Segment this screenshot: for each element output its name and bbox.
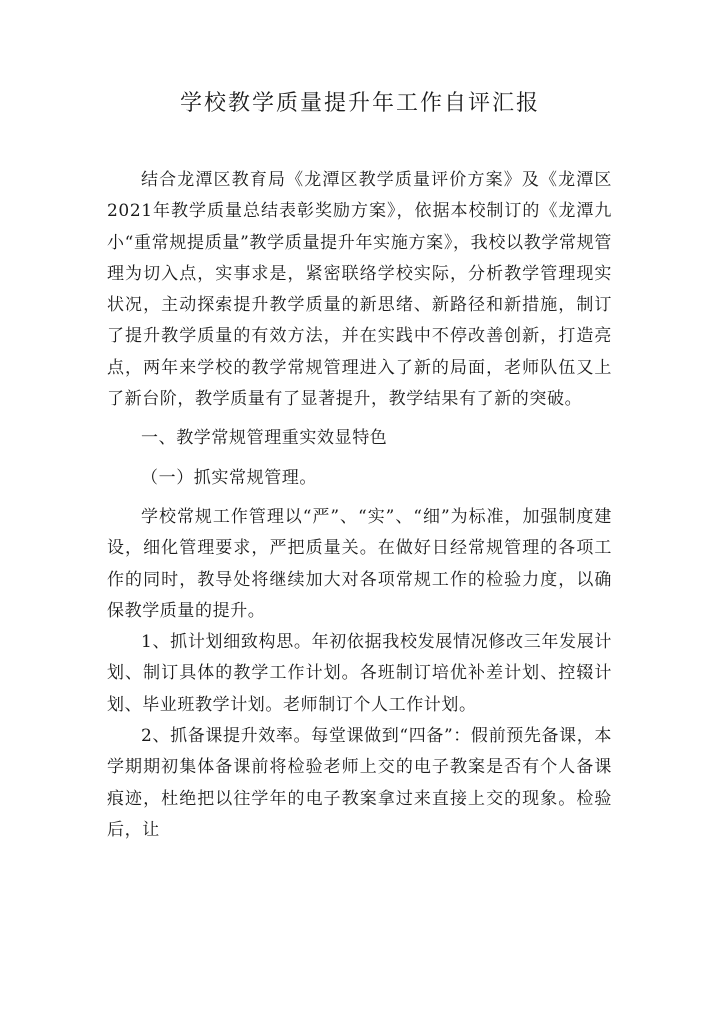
section-heading: 一、教学常规管理重实效显特色	[141, 428, 388, 449]
document-title: 学校教学质量提升年工作自评汇报	[179, 91, 540, 116]
routine-paragraph: 学校常规工作管理以“严”、“实”、“细”为标准，加强制度建设，细化管理要求，严把质量关。在做好日经常规管理的各项工作的同时，教导处将继续加大对各项常规工作的检验力度，以确保教学质量的提升。	[107, 506, 612, 621]
list-item-plan: 1、抓计划细致构思。年初依据我校发展情况修改三年发展计划、制订具体的教学工作计划。各班制订培优补差计划、控辍计划、毕业班教学计划。老师制订个人工作计划。	[107, 632, 612, 715]
document-body	[107, 165, 612, 846]
list-item-lesson-prep: 2、抓备课提升效率。每堂课做到“四备”：假前预先备课，本学期期初集体备课前将检验老师上交的电子教案是否有个人备课痕迹，杜绝把以往学年的电子教案拿过来直接上交的现象。检验后，让	[107, 726, 612, 840]
intro-paragraph: 结合龙潭区教育局《龙潭区教学质量评价方案》及《龙潭区2021年教学质量总结表彰奖励方案》，依据本校制订的《龙潭九小“重常规提质量”教学质量提升年实施方案》，我校以教学常规管理为切入点，实事求是，紧密联络学校实际，分析教学管理现实状况，主动探索提升教学质量的新思绪、新路径和新措施，制订了提升教学质量的有效方法，并在实践中不停改善创新，打造亮点，两年来学校的教学常规管理进入了新的局面，老师队伍又上了新台阶，教学质量有了显著提升，教学结果有了新的突破。	[107, 170, 612, 410]
sub-section-heading: （一）抓实常规管理。	[141, 467, 317, 488]
